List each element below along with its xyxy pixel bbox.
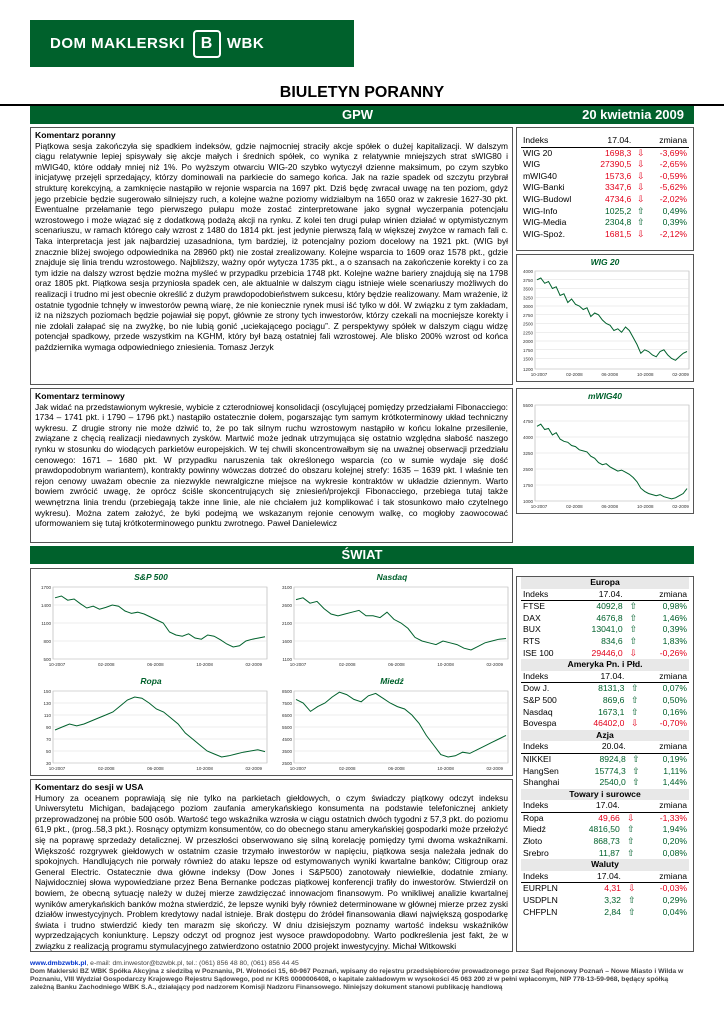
- footer: [30, 960, 694, 992]
- table-row: [521, 777, 689, 789]
- y-tick-label: 150: [43, 689, 51, 694]
- index-change: -0,26%: [659, 647, 687, 658]
- index-value: 8131,3: [598, 683, 625, 694]
- footer-contact: , e-mail: dm.inwestor@bzwbk.pl, tel.: (061) 856 48 80, (061) 856 44 45: [86, 960, 299, 967]
- column-header: Indeks: [523, 135, 549, 145]
- group-title: Ameryka Pn. i Płd.: [521, 659, 689, 671]
- column-header: Indeks: [523, 800, 549, 811]
- index-name: WIG-Budowl: [523, 193, 572, 204]
- ropa-chart-title: Ropa: [140, 676, 162, 686]
- table-row: [521, 217, 689, 229]
- table-header-row: [521, 135, 689, 147]
- index-name: RTS: [523, 635, 541, 646]
- spacer: [633, 135, 648, 147]
- table-header-row: [521, 671, 689, 683]
- arrow-down-icon: ⇩: [629, 647, 637, 658]
- column-header: 17.04.: [600, 670, 625, 681]
- y-tick-label: 2500: [522, 321, 533, 327]
- index-name: DAX: [523, 612, 541, 623]
- index-value: 27390,5: [600, 159, 632, 170]
- index-name: FTSE: [523, 601, 545, 612]
- index-change: 0,39%: [662, 624, 687, 635]
- y-tick-label: 70: [45, 737, 51, 742]
- y-tick-label: 2600: [281, 603, 292, 608]
- table-row: [521, 824, 689, 836]
- table-row: [521, 147, 689, 159]
- y-tick-label: 3500: [281, 749, 292, 754]
- y-tick-label: 5500: [281, 725, 292, 730]
- index-change: 0,98%: [662, 601, 687, 612]
- column-header: 20.04.: [601, 741, 626, 752]
- index-value: 3,32: [604, 895, 621, 906]
- gpw-index-table: [516, 127, 694, 251]
- table-row: [521, 848, 689, 860]
- index-name: WIG-Media: [523, 217, 567, 228]
- table-row: [521, 895, 689, 907]
- komentarz-usa: [30, 779, 513, 952]
- y-tick-label: 30: [45, 761, 51, 766]
- column-header: zmiana: [659, 135, 687, 145]
- komentarz-terminowy: [30, 388, 513, 543]
- x-tick-label: 06-2008: [601, 372, 619, 377]
- index-change: 0,19%: [662, 753, 687, 764]
- y-tick-label: 3750: [522, 277, 533, 283]
- index-name: WIG-Banki: [523, 182, 565, 193]
- table-row: [521, 613, 689, 625]
- arrow-up-icon: ⇧: [632, 777, 640, 788]
- x-tick-label: 02-2009: [672, 372, 689, 377]
- column-header: zmiana: [659, 741, 687, 752]
- y-tick-label: 1600: [281, 639, 292, 644]
- table-row: [521, 182, 689, 194]
- index-value: 2304,8: [605, 217, 632, 228]
- y-tick-label: 7500: [281, 701, 292, 706]
- arrow-up-icon: ⇧: [626, 824, 635, 835]
- table-row: [521, 907, 689, 919]
- brand-suffix: WBK: [226, 35, 265, 52]
- index-value: 4092,8: [596, 601, 623, 612]
- x-tick-label: 10-2008: [636, 504, 654, 509]
- x-tick-label: 10-2007: [289, 662, 307, 667]
- miedz-chart-title: Miedź: [380, 676, 404, 686]
- x-tick-label: 02-2009: [486, 662, 504, 667]
- index-change: -2,12%: [659, 228, 687, 239]
- x-tick-label: 02-2008: [97, 662, 115, 667]
- group-row: [521, 859, 689, 871]
- y-tick-label: 4000: [522, 435, 533, 440]
- index-name: Bovespa: [523, 718, 557, 729]
- table-row: [521, 836, 689, 848]
- y-tick-label: 3250: [522, 295, 533, 301]
- y-tick-label: 3500: [522, 286, 533, 292]
- komentarz-poranny-heading: Komentarz poranny: [35, 130, 116, 140]
- y-tick-label: 2000: [522, 339, 533, 344]
- index-change: 0,07%: [662, 683, 687, 694]
- table-row: [521, 194, 689, 206]
- index-name: USDPLN: [523, 895, 558, 906]
- world-index-tables: [516, 576, 694, 952]
- index-value: 2540,0: [599, 777, 626, 788]
- y-tick-label: 2750: [522, 312, 533, 318]
- arrow-down-icon: ⇩: [636, 170, 645, 181]
- table-row: [521, 229, 689, 241]
- arrow-down-icon: ⇩: [630, 718, 639, 729]
- y-tick-label: 1500: [522, 356, 533, 362]
- x-tick-label: 06-2008: [601, 504, 619, 509]
- arrow-down-icon: ⇩: [636, 147, 645, 158]
- group-row: [521, 659, 689, 671]
- column-header: zmiana: [659, 800, 687, 811]
- group-row: [521, 789, 689, 801]
- index-change: 0,49%: [662, 205, 687, 216]
- arrow-down-icon: ⇩: [636, 182, 645, 193]
- x-tick-label: 10-2008: [636, 372, 654, 377]
- arrow-up-icon: ⇧: [630, 706, 639, 717]
- index-name: S&P 500: [523, 694, 557, 705]
- y-tick-label: 1100: [41, 621, 51, 626]
- footer-site-link[interactable]: www.dmbzwbk.pl: [30, 960, 87, 967]
- page-title: BIULETYN PORANNY: [0, 84, 724, 106]
- index-change: 1,83%: [662, 635, 687, 646]
- index-change: 0,29%: [662, 895, 687, 906]
- x-tick-label: 02-2009: [486, 766, 504, 771]
- arrow-up-icon: ⇧: [627, 895, 636, 906]
- arrow-up-icon: ⇧: [626, 836, 635, 847]
- index-change: 0,16%: [662, 706, 687, 717]
- gpw-bar-left: GPW: [342, 107, 374, 122]
- x-tick-label: 02-2008: [566, 504, 583, 509]
- table-row: [521, 766, 689, 778]
- index-value: 8924,8: [599, 753, 626, 764]
- mwig40-chart-box: [516, 388, 694, 514]
- index-name: WIG-Spoż.: [523, 228, 566, 239]
- spacer: [623, 871, 641, 883]
- arrow-up-icon: ⇧: [627, 906, 636, 917]
- x-tick-label: 02-2008: [566, 372, 583, 377]
- world-table: [521, 789, 689, 860]
- y-tick-label: 50: [45, 749, 51, 754]
- x-tick-label: 02-2009: [245, 662, 263, 667]
- x-tick-label: 02-2009: [672, 504, 689, 509]
- y-tick-label: 2500: [522, 467, 533, 472]
- index-change: -0,03%: [659, 883, 687, 894]
- column-header: 17.04.: [597, 870, 621, 881]
- x-tick-label: 10-2007: [530, 504, 548, 509]
- group-title: Towary i surowce: [521, 789, 689, 801]
- index-value: 1025,2: [605, 205, 632, 216]
- table-row: [521, 636, 689, 648]
- index-value: 4676,8: [596, 612, 623, 623]
- x-tick-label: 10-2007: [48, 766, 66, 771]
- y-tick-label: 1400: [40, 603, 51, 608]
- group-title: Azja: [521, 730, 689, 742]
- x-tick-label: 06-2008: [388, 766, 405, 771]
- y-tick-label: 1700: [40, 585, 51, 590]
- index-value: 13041,0: [591, 624, 623, 635]
- index-value: 1698,3: [605, 147, 632, 158]
- index-name: Złoto: [523, 836, 543, 847]
- x-tick-label: 02-2008: [97, 766, 115, 771]
- x-tick-label: 10-2007: [48, 662, 66, 667]
- x-tick-label: 02-2008: [338, 662, 356, 667]
- index-change: -0,70%: [659, 718, 687, 729]
- y-tick-label: 3250: [522, 451, 533, 456]
- x-tick-label: 10-2008: [196, 662, 213, 667]
- group-row: [521, 730, 689, 742]
- arrow-down-icon: ⇩: [636, 193, 645, 204]
- x-tick-label: 02-2008: [338, 766, 356, 771]
- index-name: WIG: [523, 159, 541, 170]
- x-tick-label: 10-2008: [196, 766, 213, 771]
- y-tick-label: 110: [43, 713, 51, 718]
- y-tick-label: 4750: [522, 419, 533, 424]
- y-tick-label: 2500: [281, 761, 292, 766]
- y-tick-label: 500: [43, 657, 51, 662]
- column-header: Indeks: [523, 870, 549, 881]
- index-change: -0,59%: [659, 170, 687, 181]
- index-change: 0,04%: [662, 906, 687, 917]
- arrow-up-icon: ⇧: [626, 847, 635, 858]
- table-row: [521, 601, 689, 613]
- index-value: 868,73: [593, 836, 620, 847]
- arrow-up-icon: ⇧: [632, 753, 640, 764]
- arrow-down-icon: ⇩: [636, 228, 645, 239]
- plot-area: [535, 271, 689, 369]
- arrow-up-icon: ⇧: [629, 612, 637, 623]
- wig20-chart-box: [516, 254, 694, 382]
- wig20-chart-title: WIG 20: [590, 257, 620, 267]
- y-tick-label: 90: [45, 725, 51, 730]
- index-name: EURPLN: [523, 883, 558, 894]
- spacer: [625, 589, 642, 601]
- index-name: Dow J.: [523, 683, 550, 694]
- mwig40-chart: [517, 401, 693, 511]
- ropa-chart: [35, 687, 271, 773]
- y-tick-label: 130: [43, 701, 51, 706]
- index-name: HangSen: [523, 765, 559, 776]
- table-row: [521, 753, 689, 765]
- sp500-chart: [35, 583, 271, 669]
- y-tick-label: 4000: [522, 269, 533, 274]
- miedz-chart: [276, 687, 512, 773]
- column-header: 17.04.: [598, 588, 623, 599]
- index-value: 4734,6: [605, 193, 632, 204]
- arrow-down-icon: ⇩: [636, 159, 645, 170]
- arrow-up-icon: ⇧: [629, 601, 637, 612]
- index-name: NIKKEI: [523, 753, 552, 764]
- table-row: [521, 718, 689, 730]
- index-value: 1681,5: [605, 228, 632, 239]
- index-name: Shanghai: [523, 777, 560, 788]
- y-tick-label: 8500: [281, 689, 292, 694]
- komentarz-terminowy-heading: Komentarz terminowy: [35, 391, 125, 401]
- y-tick-label: 1750: [522, 347, 533, 353]
- x-tick-label: 02-2009: [245, 766, 263, 771]
- x-tick-label: 06-2008: [147, 662, 164, 667]
- x-tick-label: 06-2008: [147, 766, 164, 771]
- table-row: [521, 883, 689, 895]
- index-name: WIG-Info: [523, 205, 558, 216]
- index-value: 11,87: [598, 847, 620, 858]
- table-row: [521, 206, 689, 218]
- index-value: 4,31: [604, 883, 621, 894]
- x-tick-label: 10-2008: [437, 662, 454, 667]
- arrow-down-icon: ⇩: [626, 812, 635, 823]
- index-name: mWIG40: [523, 170, 557, 181]
- x-tick-label: 10-2007: [289, 766, 307, 771]
- nasdaq-chart-title: Nasdaq: [376, 572, 408, 582]
- y-tick-label: 1100: [282, 657, 292, 662]
- y-tick-label: 1200: [522, 367, 533, 372]
- index-value: 1673,1: [598, 706, 625, 717]
- index-value: 46402,0: [593, 718, 625, 729]
- index-value: 49,66: [598, 812, 620, 823]
- index-name: Nasdaq: [523, 706, 553, 717]
- index-value: 15774,3: [594, 765, 626, 776]
- index-change: 1,46%: [662, 612, 687, 623]
- index-change: 0,50%: [662, 694, 687, 705]
- index-value: 29446,0: [591, 647, 623, 658]
- index-change: -3,69%: [659, 147, 687, 158]
- index-change: 0,39%: [662, 217, 687, 228]
- table-row: [521, 159, 689, 171]
- komentarz-usa-body: Humory za oceanem poprawiają się nie tylko na parkietach giełdowych, o czym świadczy piątkowy odczyt indeksu Uniwersytetu Michigan, badającego poziom zaufania amerykańskiego konsumenta na podstawie telefonicznej ankiety przeprowadzonej na próbie 500 osób. Wartość tego wskaźnika wzrosła w ciągu ostatnich dwóch tygodni z 57,3 pkt. do poziomu 61,9 pkt., (prog..58,3 pkt.). Rosnący optymizm konsumentów, co do obecnego stanu amerykańskiej gospodarki może przełożyć się na poprawę sprzedaży detalicznej. W przeszłości obserwowano się silną korelację pomiędzy tymi dwoma wskaźnikami. Większość rozgrywek giełdowych w ostatnim czasie trzymało inwestorów w napięciu, piątkowa sesja należała jednak do spokojnych. Handlujących nie porwały również do ataku lepsze od estymowanych wyniki kwartalne banków; Citigroup oraz General Electric. Ostatecznie dwa główne indeksy (Dow Jones i S&P500) zanotowały niewielkie, dodatnie zmiany. Najwidoczniej słowa wypowiedziane przez Bena Bernanke podczas piątkowej konferencji trafiły do inwestorów. Stwierdził on bowiem, że obecną sytuację należy w dużej mierze zawdzięczać innowacjom finansowym. Po wnikliwej analizie kwartalnej wyników amerykańskich banków można stwierdzić, że lepsze wyniki były również determinowane w głównej mierze przez zyski działów inwestycyjnych. Problem kredytowy nadal istnieje. Brak dostępu do źródeł finansowania dławi największą gospodarkę świata i trudno stwierdzić kiedy ten marazm się skończy. W dniu dzisiejszym poznamy wartość indeksu wskaźników wyprzedzających koniunkturę. Lepszy odczyt od prognoz jest wysoce prawdopodobny. Warto podkreślenia jest fakt, że w związku z realizacją programu stymulacyjnego zatwierdzono ostatnio 2000 projekt inwestycyjny. Michał Witkowski: [35, 792, 508, 951]
- table-row: [521, 812, 689, 824]
- index-name: Miedź: [523, 824, 546, 835]
- index-name: CHFPLN: [523, 906, 558, 917]
- table-header-row: [521, 741, 689, 753]
- index-value: 3347,6: [605, 182, 632, 193]
- arrow-up-icon: ⇧: [636, 217, 645, 228]
- index-name: WIG 20: [523, 147, 553, 158]
- y-tick-label: 4500: [281, 737, 292, 742]
- arrow-up-icon: ⇧: [629, 635, 637, 646]
- table-row: [521, 624, 689, 636]
- world-table: [521, 730, 689, 789]
- y-tick-label: 2250: [522, 330, 533, 336]
- y-tick-label: 5500: [522, 403, 533, 408]
- komentarz-usa-heading: Komentarz do sesji w USA: [35, 782, 144, 792]
- column-header: zmiana: [659, 870, 687, 881]
- index-value: 1573,6: [605, 170, 632, 181]
- index-change: 1,44%: [662, 777, 687, 788]
- index-value: 4816,50: [588, 824, 620, 835]
- world-charts-box: [30, 568, 513, 776]
- x-tick-label: 06-2008: [388, 662, 405, 667]
- swiat-bar: ŚWIAT: [30, 546, 694, 564]
- table-header-row: [521, 871, 689, 883]
- wig20-chart: [517, 267, 693, 379]
- footer-legal: Dom Maklerski BZ WBK Spółka Akcyjna z siedzibą w Poznaniu, Pl. Wolności 15, 60-967 Poznań, wpisany do rejestru przedsiębiorców prowadzonego przez Sąd Rejonowy Poznań – Nowe Miasto i Wilda w Poznaniu, VIII Wydział Gospodarczy Krajowego Rejestru Sądowego, pod nr KRS 0000006408, o kapitale zakładowym w wysokości 45 063 200 zł w pełni wpłaconym, NIP 778-13-59-968, będący spółką zależną Banku Zachodniego WBK S.A., działający pod nadzorem Komisji Nadzoru Finansowego. Niniejszy dokument stanowi publikację handlową: [30, 967, 684, 991]
- mwig40-chart-title: mWIG40: [587, 391, 622, 401]
- table-header-row: [521, 800, 689, 812]
- index-change: 1,11%: [663, 765, 687, 776]
- x-tick-label: 10-2008: [437, 766, 454, 771]
- column-header: Indeks: [523, 670, 549, 681]
- group-row: [521, 577, 689, 589]
- column-header: zmiana: [659, 670, 687, 681]
- index-value: 2,84: [604, 906, 621, 917]
- table-row: [521, 648, 689, 660]
- index-name: BUX: [523, 624, 541, 635]
- y-tick-label: 1750: [522, 483, 533, 488]
- komentarz-terminowy-body: Jak widać na przedstawionym wykresie, wybicie z czterodniowej konsolidacji (oscylującej pomiędzy przedziałami Fibonacciego: 1734 – 1741 pkt. i 1790 – 1796 pkt.) nastąpiło ostatecznie dołem, pogarszając tym samym krótkoterminowy układ techniczny wykresu. Z drugie strony nie może dziwić to, że po tak silnym ruchu wzrostowym nastąpiło w końcu lokalne przesilenie, związane z chęcią realizacji niedawnych zysków. Martwić może jednak utrzymująca się ostatnio względna słabość naszego rynku w stosunku do wiodących parkietów europejskich. W tej chwili skoncentrowałbym się na uważnej obserwacji przedziału cenowego: 1671 – 1680 pkt. W przypadku naruszenia tak określonego wsparcia (co w sumie wydaje się dość prawdopodobnym wariantem), kontrakty powinny wówczas dotrzeć do obszaru kolejnej strefy: 1635 – 1639 pkt. I właśnie ten rejon cenowy uważam obecnie za niezwykle newralgiczne miejsce na wykresie kontraktów w układzie dziennym. Warto bowiem zwrócić uwagę, że oprócz ściśle skoncentrujących się zniesień/projekcji Fibonacciego, przebiega tutaj także wewnętrzna linia trendu (przebiegają także inne linie, ale nie chciałem już komplikować i tak stosunkowo mało czytelnego wykresu). Można zatem założyć, że byki podejmą we wskazanym rejonie cenowym walkę, co mogłoby zaowocować uformowaniem się tutaj krótkoterminowego punktu zwrotnego. Paweł Danielewicz: [35, 401, 508, 529]
- y-tick-label: 1000: [522, 499, 533, 504]
- index-change: -1,33%: [659, 812, 687, 823]
- index-value: 834,6: [601, 635, 623, 646]
- table-row: [521, 171, 689, 183]
- world-table: [521, 859, 689, 918]
- y-tick-label: 2100: [281, 621, 292, 626]
- brand-mark: B: [193, 30, 221, 58]
- group-title: Waluty: [521, 859, 689, 871]
- arrow-up-icon: ⇧: [632, 765, 640, 776]
- gpw-bar-date: 20 kwietnia 2009: [582, 107, 684, 122]
- index-value: 869,6: [602, 694, 625, 705]
- arrow-up-icon: ⇧: [629, 624, 637, 635]
- spacer: [626, 671, 643, 683]
- index-change: 0,20%: [662, 836, 687, 847]
- arrow-up-icon: ⇧: [636, 205, 645, 216]
- index-change: 0,08%: [662, 847, 687, 858]
- index-change: 1,94%: [662, 824, 687, 835]
- table-header-row: [521, 589, 689, 601]
- column-header: Indeks: [523, 588, 549, 599]
- column-header: 17.04.: [595, 800, 620, 811]
- index-change: -2,02%: [659, 193, 687, 204]
- y-tick-label: 3000: [522, 304, 533, 309]
- komentarz-poranny-body: Piątkowa sesja zakończyła się spadkiem indeksów, gdzie najmocniej straciły akcje spółek o dużej kapitalizacji. W dalszym ciągu relatywnie lepiej spisywały się akcje małych i średnich spółek, co wynika z relatywnie mniejszych strat sWIG80 i mWIG40, które oddały mniej niż 1%. Po wyższym otwarciu WIG-20 szybko wytyczył dzienne maksimum, po czym szybko inicjatywę przejęli sprzedający, którzy dominowali na parkiecie do samego końca. Jak na razie spadek od szczytu przybrał strukturę korekcyjną, a zamknięcie nastąpiło w rejonie wsparcia na 1697 pkt. Dziś będę zwracał uwagę na ten poziom, gdyż jego przebicie będzie sugerowało silniejszy ruch, a kolejne ważne poziomy widziałbym na 1650 oraz w zakresie 1627-30 pkt. Ewentualne przełamanie tego pierwszego pułapu może zostać zinterpretowane jako sygnał wyczerpania potencjału wzrostowego i może wiązać się z dodatkową podażą akcji na rynku. Z kolei ten drugi pułap winien działać w optymistycznym scenariuszu, w ramach którego cały wzrost z 1480 do 1814 pkt. jest jedynie pierwszą falą w większej zwyżce w ramach fali c. Taka interpretacja jest jak najbardziej uzasadniona, tym bardziej, iż potencjalny poziom docelowy na 1921 pkt. (WIG był znacznie bliżej swojego odpowiednika na 28960 pkt) nie został zrealizowany. Kolejne wsparcia to 1609 oraz 1578 pkt., gdzie znajduje się linia trendu wzrostowego. Najbliższy, ważny opór wytycza 1735 pkt., a o szansach na zakończenie korekty i co za tym idzie na dalszy wzrost będzie można myśleć w przypadku przebicia 1748 pkt. Kolejne ważne bariery znajdują się na 1798 oraz 1805 pkt. Piątkowa sesja przyniosła spadek cen, ale aktualnie w dalszym ciągu istnieje wiele scenariuszy możliwych do realizacji i trudno mi jest obecnie określić z dużym prawdopodobieństwem sukcesu, który będzie realizowany. Mam wrażenie, iż ostatnie tygodnie tchnęły w inwestorów pewną wiarę, że nie koniecznie rynek musi iść tylko w dół. W związku z tym zakładam, iż na niższych poziomach będzie pojawiał się popyt, głównie ze strony tych inwestorów, którzy czekali na mocniejsze korekty i nie zdołali załapać się na zwyżkę, bo nie lubią gonić „uciekającego pociągu”. Z perspektywy spółek w dalszym ciągu widzę potencjał spadkowy, przede wszystkim na KGHM, który był bazą ostatniej fali wzrostowej. Ale blisko 200% wzrost od końca października wymaga odpowiedniego zniesienia. Tomasz Jerzyk: [35, 140, 508, 352]
- index-change: -2,65%: [659, 159, 687, 170]
- brand-logo: [30, 20, 354, 67]
- index-name: Srebro: [523, 847, 549, 858]
- table-row: [521, 695, 689, 707]
- gpw-bar: [30, 106, 694, 124]
- nasdaq-chart: [276, 583, 512, 669]
- group-title: Europa: [521, 577, 689, 589]
- spacer: [622, 800, 640, 812]
- komentarz-poranny: [30, 127, 513, 385]
- table-row: [521, 707, 689, 719]
- index-change: -5,62%: [659, 182, 687, 193]
- spacer: [628, 741, 644, 753]
- y-tick-label: 800: [43, 639, 51, 644]
- arrow-down-icon: ⇩: [627, 883, 636, 894]
- brand-name: DOM MAKLERSKI: [50, 35, 185, 52]
- arrow-up-icon: ⇧: [630, 683, 639, 694]
- arrow-up-icon: ⇧: [630, 694, 639, 705]
- index-name: ISE 100: [523, 647, 554, 658]
- world-table: [521, 577, 689, 659]
- sp500-chart-title: S&P 500: [134, 572, 168, 582]
- column-header: 17.04.: [607, 135, 632, 145]
- column-header: zmiana: [659, 588, 687, 599]
- column-header: Indeks: [523, 741, 549, 752]
- x-tick-label: 10-2007: [530, 372, 548, 377]
- index-name: Ropa: [523, 812, 544, 823]
- world-table: [521, 659, 689, 730]
- y-tick-label: 6500: [281, 713, 292, 718]
- table-row: [521, 683, 689, 695]
- y-tick-label: 3100: [281, 585, 292, 590]
